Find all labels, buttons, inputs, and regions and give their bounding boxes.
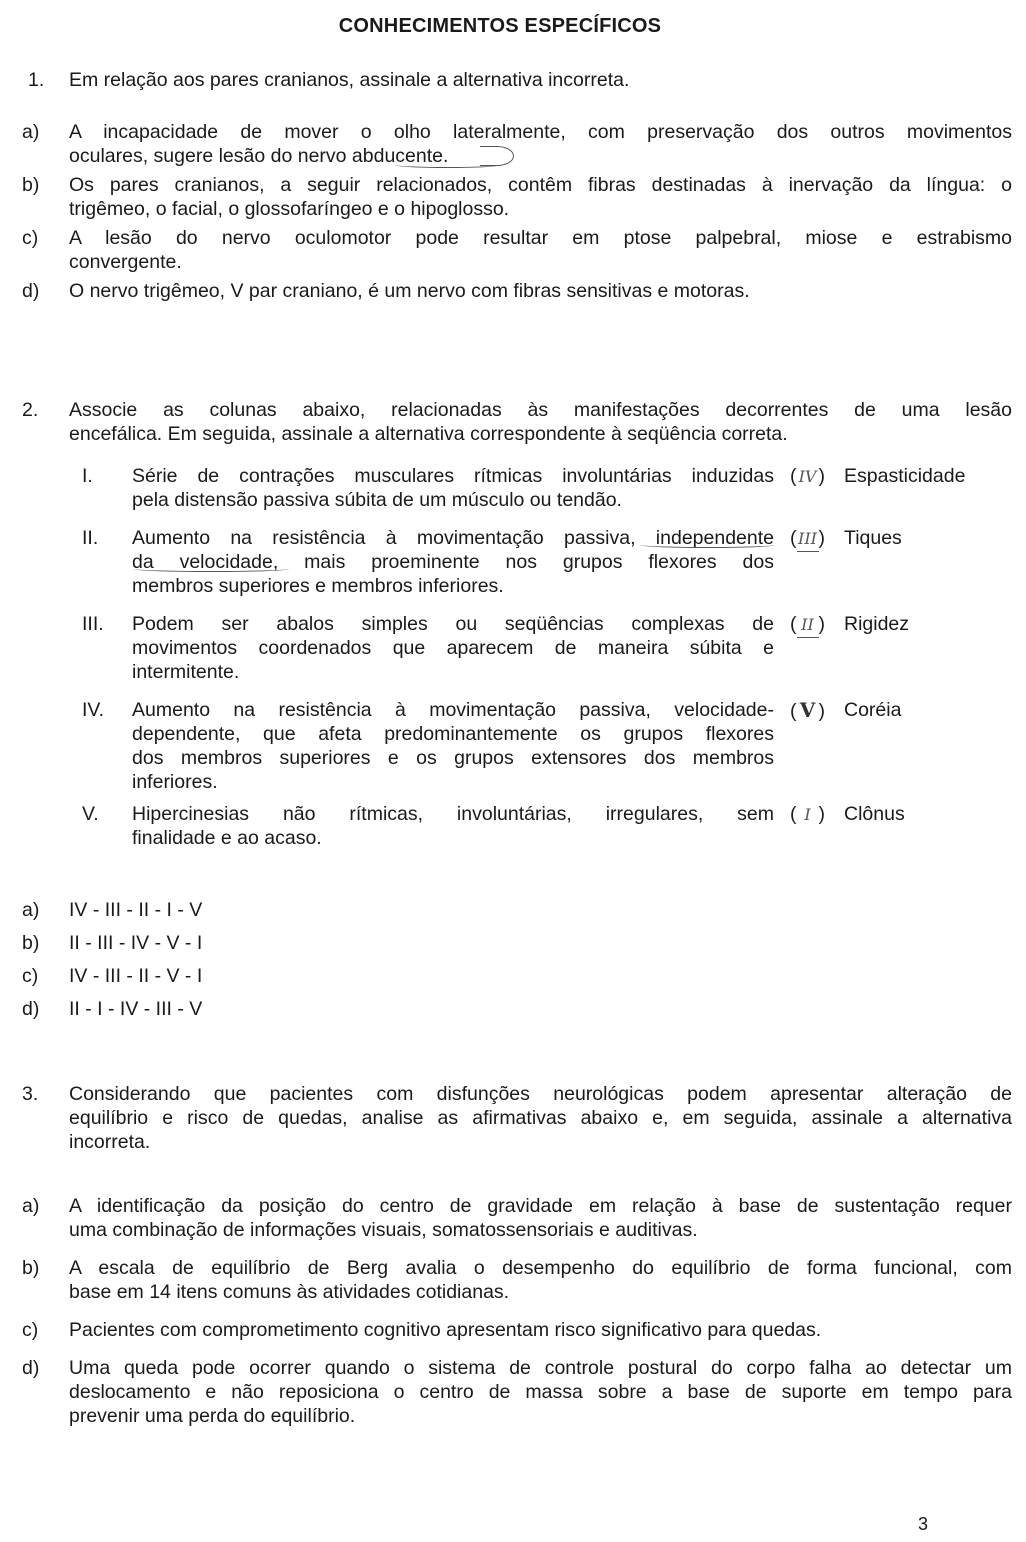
answer-blank[interactable]: ( II ) (774, 612, 844, 684)
term-label: Coréia (844, 699, 902, 721)
option-label: d) (22, 1357, 40, 1379)
option-label: c) (22, 227, 39, 249)
option-text: II - I - IV - III - V (69, 998, 203, 1020)
item-text: Podem ser abalos simples ou seqüências complexas de (132, 613, 774, 635)
option-text: II - III - IV - V - I (69, 932, 203, 954)
question-stem: Associe as colunas abaixo, relacionadas às manifestações decorrentes de uma lesão (69, 399, 1012, 421)
item-text: Aumento na resistência à movimentação passiva, independente (132, 527, 774, 549)
option-label: c) (22, 965, 39, 987)
option-a[interactable] (0, 120, 1026, 168)
question-number: 3. (22, 1083, 39, 1105)
question-stem: equilíbrio e risco de quedas, analise as afirmativas abaixo e, em seguida, assinale a alternativa (69, 1107, 1012, 1129)
option-text: convergente. (69, 251, 182, 273)
option-text: uma combinação de informações visuais, somatossensoriais e auditivas. (69, 1219, 698, 1241)
column-item-4 (0, 698, 1026, 794)
option-text: O nervo trigêmeo, V par craniano, é um nervo com fibras sensitivas e motoras. (69, 280, 750, 302)
term-label: Rigidez (844, 613, 910, 635)
question-1 (0, 68, 1026, 92)
option-text: A lesão do nervo oculomotor pode resultar em ptose palpebral, miose e estrabismo (69, 227, 1012, 249)
option-b[interactable] (0, 931, 1026, 955)
handwritten-mark: II (797, 613, 819, 638)
option-text: oculares, sugere lesão do nervo abducente. (69, 145, 449, 167)
column-item-5 (0, 802, 1026, 850)
handwritten-mark: IV (798, 467, 817, 486)
item-numeral: IV. (82, 699, 105, 721)
answer-blank[interactable]: ( V ) (790, 698, 825, 722)
question-3 (0, 1082, 1026, 1154)
item-numeral: II. (82, 527, 99, 549)
answer-blank[interactable]: (III) (774, 526, 844, 598)
option-text: Uma queda pode ocorrer quando o sistema de controle postural do corpo falha ao detectar um (69, 1357, 1012, 1379)
option-text: A identificação da posição do centro de gravidade em relação à base de sustentação requer (69, 1195, 1012, 1217)
option-label: d) (22, 280, 40, 302)
option-label: b) (22, 174, 40, 196)
answer-blank[interactable]: ( IV ) (790, 465, 825, 487)
item-text: inferiores. (132, 771, 218, 793)
option-label: b) (22, 1257, 40, 1279)
option-d[interactable] (0, 1356, 1026, 1428)
handwritten-underline (640, 542, 775, 548)
question-1-options (0, 120, 1026, 308)
association-columns (0, 464, 1026, 850)
item-text: Série de contrações musculares rítmicas involuntárias induzidas (132, 465, 774, 487)
handwritten-underline (134, 566, 289, 572)
item-text: movimentos coordenados que aparecem de maneira súbita e (132, 637, 774, 659)
item-text: pela distensão passiva súbita de um músculo ou tendão. (132, 489, 622, 511)
item-text: Aumento na resistência à movimentação passiva, velocidade- (132, 699, 774, 721)
term-label: Tiques (844, 527, 902, 549)
question-2 (0, 398, 1026, 446)
option-a[interactable] (0, 898, 1026, 922)
option-text: deslocamento e não reposiciona o centro de massa sobre a base de suporte em tempo para (69, 1381, 1012, 1403)
page-number: 3 (918, 1514, 929, 1534)
option-d[interactable] (0, 279, 1026, 303)
question-stem: encefálica. Em seguida, assinale a alternativa correspondente à seqüência correta. (69, 423, 788, 445)
option-label: a) (22, 899, 40, 921)
page-title: CONHECIMENTOS ESPECÍFICOS (338, 15, 662, 37)
item-text: dos membros superiores e os grupos extensores dos membros (132, 747, 774, 769)
option-a[interactable] (0, 1194, 1026, 1242)
handwritten-circle (480, 146, 514, 166)
option-label: b) (22, 932, 40, 954)
column-item-3 (0, 612, 1026, 684)
option-text: base em 14 itens comuns às atividades cotidianas. (69, 1281, 510, 1303)
option-label: a) (22, 121, 40, 143)
option-c[interactable] (0, 1318, 1026, 1342)
option-label: d) (22, 998, 40, 1020)
option-b[interactable] (0, 173, 1026, 221)
column-item-2 (0, 526, 1026, 598)
term-label: Clônus (844, 803, 905, 825)
question-2-options (0, 898, 1026, 1021)
item-text: Hipercinesias não rítmicas, involuntárias, irregulares, sem (132, 803, 774, 825)
option-c[interactable] (0, 226, 1026, 274)
item-text: membros superiores e membros inferiores. (132, 575, 504, 597)
item-text: finalidade e ao acaso. (132, 827, 322, 849)
option-b[interactable] (0, 1256, 1026, 1304)
item-text: dependente, que afeta predominantemente os grupos flexores (132, 723, 774, 745)
option-label: a) (22, 1195, 40, 1217)
question-number: 2. (22, 399, 39, 421)
option-text: trigêmeo, o facial, o glossofaríngeo e o hipoglosso. (69, 198, 510, 220)
item-numeral: V. (82, 803, 99, 825)
handwritten-mark: III (797, 527, 819, 552)
option-text: IV - III - II - V - I (69, 965, 203, 987)
option-c[interactable] (0, 964, 1026, 988)
item-text: intermitente. (132, 661, 240, 683)
option-label: c) (22, 1319, 39, 1341)
question-number: 1. (28, 69, 45, 91)
item-text: da velocidade, mais proeminente nos grupos flexores dos (132, 551, 774, 573)
question-stem: incorreta. (69, 1131, 151, 1153)
handwritten-mark: I (804, 805, 811, 824)
option-text: prevenir uma perda do equilíbrio. (69, 1405, 356, 1427)
term-label: Espasticidade (844, 465, 966, 487)
option-text: A escala de equilíbrio de Berg avalia o desempenho do equilíbrio de forma funcional, com (69, 1257, 1012, 1279)
handwritten-mark: V (799, 698, 816, 722)
column-item-1 (0, 464, 1026, 512)
item-numeral: III. (82, 613, 104, 635)
question-stem: Em relação aos pares cranianos, assinale a alternativa incorreta. (69, 69, 630, 91)
answer-blank[interactable]: ( I ) (790, 803, 825, 825)
item-numeral: I. (82, 465, 93, 487)
option-d[interactable] (0, 997, 1026, 1021)
question-stem: Considerando que pacientes com disfunções neurológicas podem apresentar alteração de (69, 1083, 1012, 1105)
option-text: Pacientes com comprometimento cognitivo apresentam risco significativo para quedas. (69, 1319, 822, 1341)
option-text: IV - III - II - I - V (69, 899, 203, 921)
option-text: Os pares cranianos, a seguir relacionados, contêm fibras destinadas à inervação da língua: o (69, 174, 1012, 196)
question-3-options (0, 1194, 1026, 1428)
option-text: A incapacidade de mover o olho lateralmente, com preservação dos outros movimentos (69, 121, 1012, 143)
